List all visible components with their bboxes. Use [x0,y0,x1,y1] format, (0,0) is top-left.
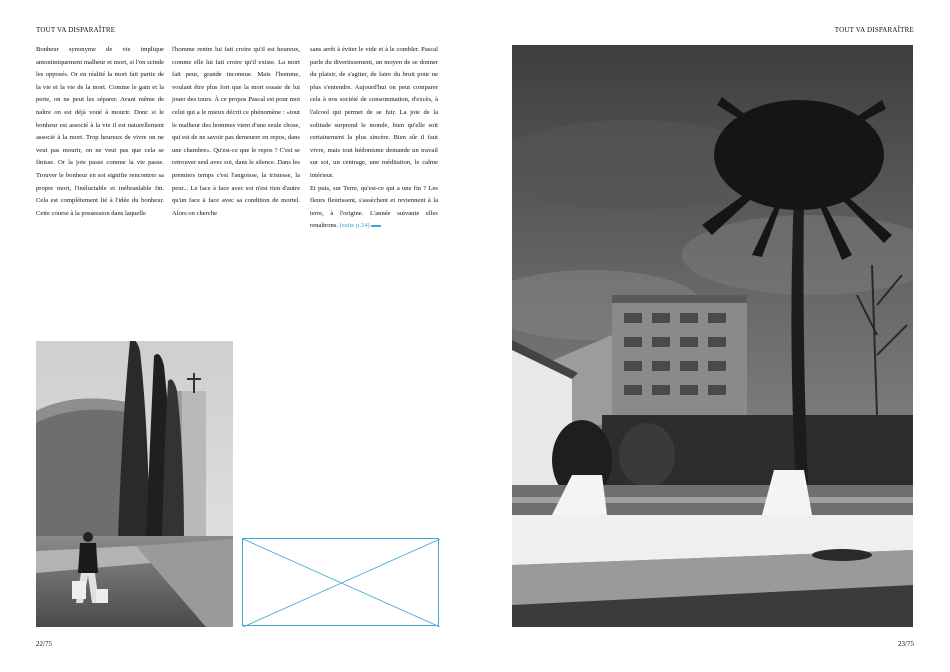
palm-tree-photo [512,45,913,627]
continued-link[interactable]: (suite p.24) [339,222,370,230]
folio-left: 22/75 [36,640,52,648]
text-column-1 [36,44,164,220]
running-head-left: TOUT VA DISPARAÎTRE [36,26,116,34]
link-anchor-mark [371,220,381,227]
closing-paragraph: Et puis, sur Terre, qu'est-ce qui a une fin ? Les fleurs fleurissent, s'assèchent et reviennent à la terre, à l'origine. L'année suivante elles renaîtrons. [310,184,438,230]
folio-right: 23/75 [898,640,914,648]
running-head-right: TOUT VA DISPARAÎTRE [834,26,914,34]
image-placeholder [242,538,439,626]
column-2-text: l'homme rentre lui fait croire qu'il est heureux, comme elle lui fait croire qu'il existe. La mort fait peur, grande inconnue. Mais l'homme, voulant être plus fort que la mort essaie de lui jouer des tours. À ce propos Pascal est pour moi celui qui a le mieux décrit ce phénomène : «tout le malheur des hommes vient d'une seule chose, qui est de ne savoir pas demeurer en repos, dans une chambre». Qu'est-ce que le repos ? C'est se retrouver seul avec soi, dans le silence. Dans les premiers temps c'est l'angoisse, la tristesse, la peur... Le face à face avec soi n'est rien d'autre qu'un face à face avec sa condition de mortel. Alors on cherche [172,46,300,217]
church-photo [36,341,233,627]
text-column-3 [310,44,438,233]
column-3-text: sans arrêt à éviter le vide et à le combler. Pascal parle du divertissement, un moyen de se donner du plaisir, de s'agiter, de faire du bruit pour ne plus s'entendre. Aujourd'hui on peut comparer cela à nos société de consommation, d'excès, à l'alcool qui permet de se fuir. La joie de la solitude surprend le monde, bien qu'elle soit certainement la plus sincère. Bien sûr il faut vivre, mais tout hédonisme demande un travail sur soi, un centrage, une méditation, le calme intérieur. [310,46,438,179]
column-3-text-end [310,183,438,233]
column-1-text: Bonheur synonyme de vie implique antonimiquement malheur et mort, si l'on scinde les opposés. Or en réalité la mort fait partie de la vie et la vie de la mort. Comme le gain et la perte, on ne peut les séparer. Avant même de naître on est déjà voué à mourir. Donc si le bonheur est associé à la vie il est naturellement associé à la mort. Trop heureux de vivre on ne veut pas mourir, on ne veut pas que cela se finisse. Or la joie passe comme la vie passe. Trouver le bonheur en soi signifie rencontrer sa propre mort, l'inéluctable et inébranlable fin. Cela est complètement lié à l'idée du bonheur. Cette course à la possession dans laquelle [36,46,164,217]
text-column-2 [172,44,300,220]
